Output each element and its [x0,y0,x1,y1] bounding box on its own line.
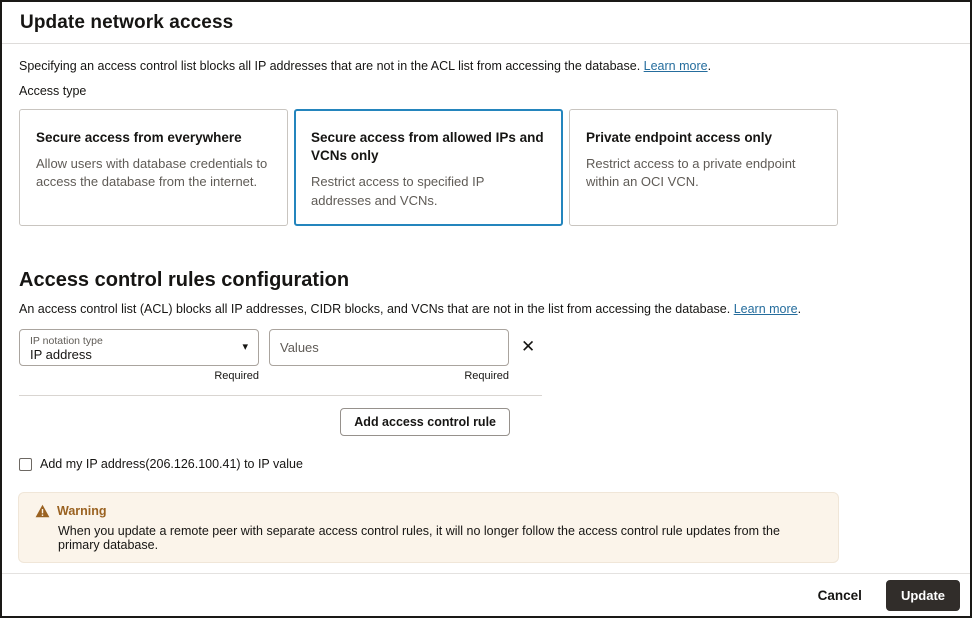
card-private-endpoint-only[interactable] [569,109,838,226]
cancel-button[interactable]: Cancel [817,587,862,603]
chevron-down-icon: ▾ [242,341,248,353]
card-description: Allow users with database credentials to access the database from the internet. [36,156,268,190]
dialog-body [2,44,970,573]
warning-banner [18,492,839,563]
ip-notation-required-label: Required [214,370,259,382]
values-input[interactable] [269,329,509,366]
warning-icon [35,504,50,518]
add-my-ip-checkbox[interactable] [19,458,32,471]
card-description: Restrict access to specified IP addresses and VCNs. [311,174,485,208]
add-my-ip-label[interactable]: Add my IP address(206.126.100.41) to IP value [40,457,303,471]
card-title: Secure access from everywhere [36,130,242,145]
dialog-header [2,2,970,44]
card-title: Secure access from allowed IPs and VCNs only [311,130,544,164]
ip-notation-type-value: IP address [30,347,92,363]
remove-rule-button[interactable] [519,338,537,355]
card-description: Restrict access to a private endpoint within an OCI VCN. [586,156,796,190]
intro-text [19,59,953,73]
acl-rule-row [19,329,953,382]
dialog-footer [2,573,970,616]
ip-notation-type-select[interactable] [19,329,259,366]
card-secure-access-allowed-ips-vcns[interactable] [294,109,563,226]
acl-period: . [797,302,802,316]
values-field [269,329,509,382]
update-button[interactable]: Update [886,580,960,611]
add-access-control-rule-button[interactable]: Add access control rule [340,408,510,436]
acl-section-description [19,302,953,316]
intro-text-main: Specifying an access control list blocks all IP addresses that are not in the ACL list from accessing the database. [19,59,641,73]
access-type-cards [19,109,953,226]
access-type-label: Access type [19,84,87,98]
ip-notation-type-label: IP notation type [30,334,103,347]
acl-learn-more-link[interactable]: Learn more [733,302,798,316]
ip-notation-field [19,329,259,382]
values-required-label: Required [464,370,509,382]
warning-message: When you update a remote peer with separate access control rules, it will no longer follow the access control rule updates from the primary database. [58,524,780,552]
warning-header [35,504,824,518]
close-icon: ✕ [521,337,536,356]
acl-section-heading: Access control rules configuration [19,269,350,291]
rule-divider [19,395,542,396]
ip-notation-texts [30,335,103,364]
dialog-title: Update network access [20,12,234,33]
warning-title: Warning [57,504,107,518]
intro-period: . [707,59,712,73]
intro-learn-more-link[interactable]: Learn more [643,59,708,73]
card-title: Private endpoint access only [586,130,773,145]
add-rule-wrap [19,408,510,436]
acl-description-main: An access control list (ACL) blocks all IP addresses, CIDR blocks, and VCNs that are not in the list from accessing the database. [19,302,731,316]
add-my-ip-row [19,457,953,471]
card-secure-access-everywhere[interactable] [19,109,288,226]
